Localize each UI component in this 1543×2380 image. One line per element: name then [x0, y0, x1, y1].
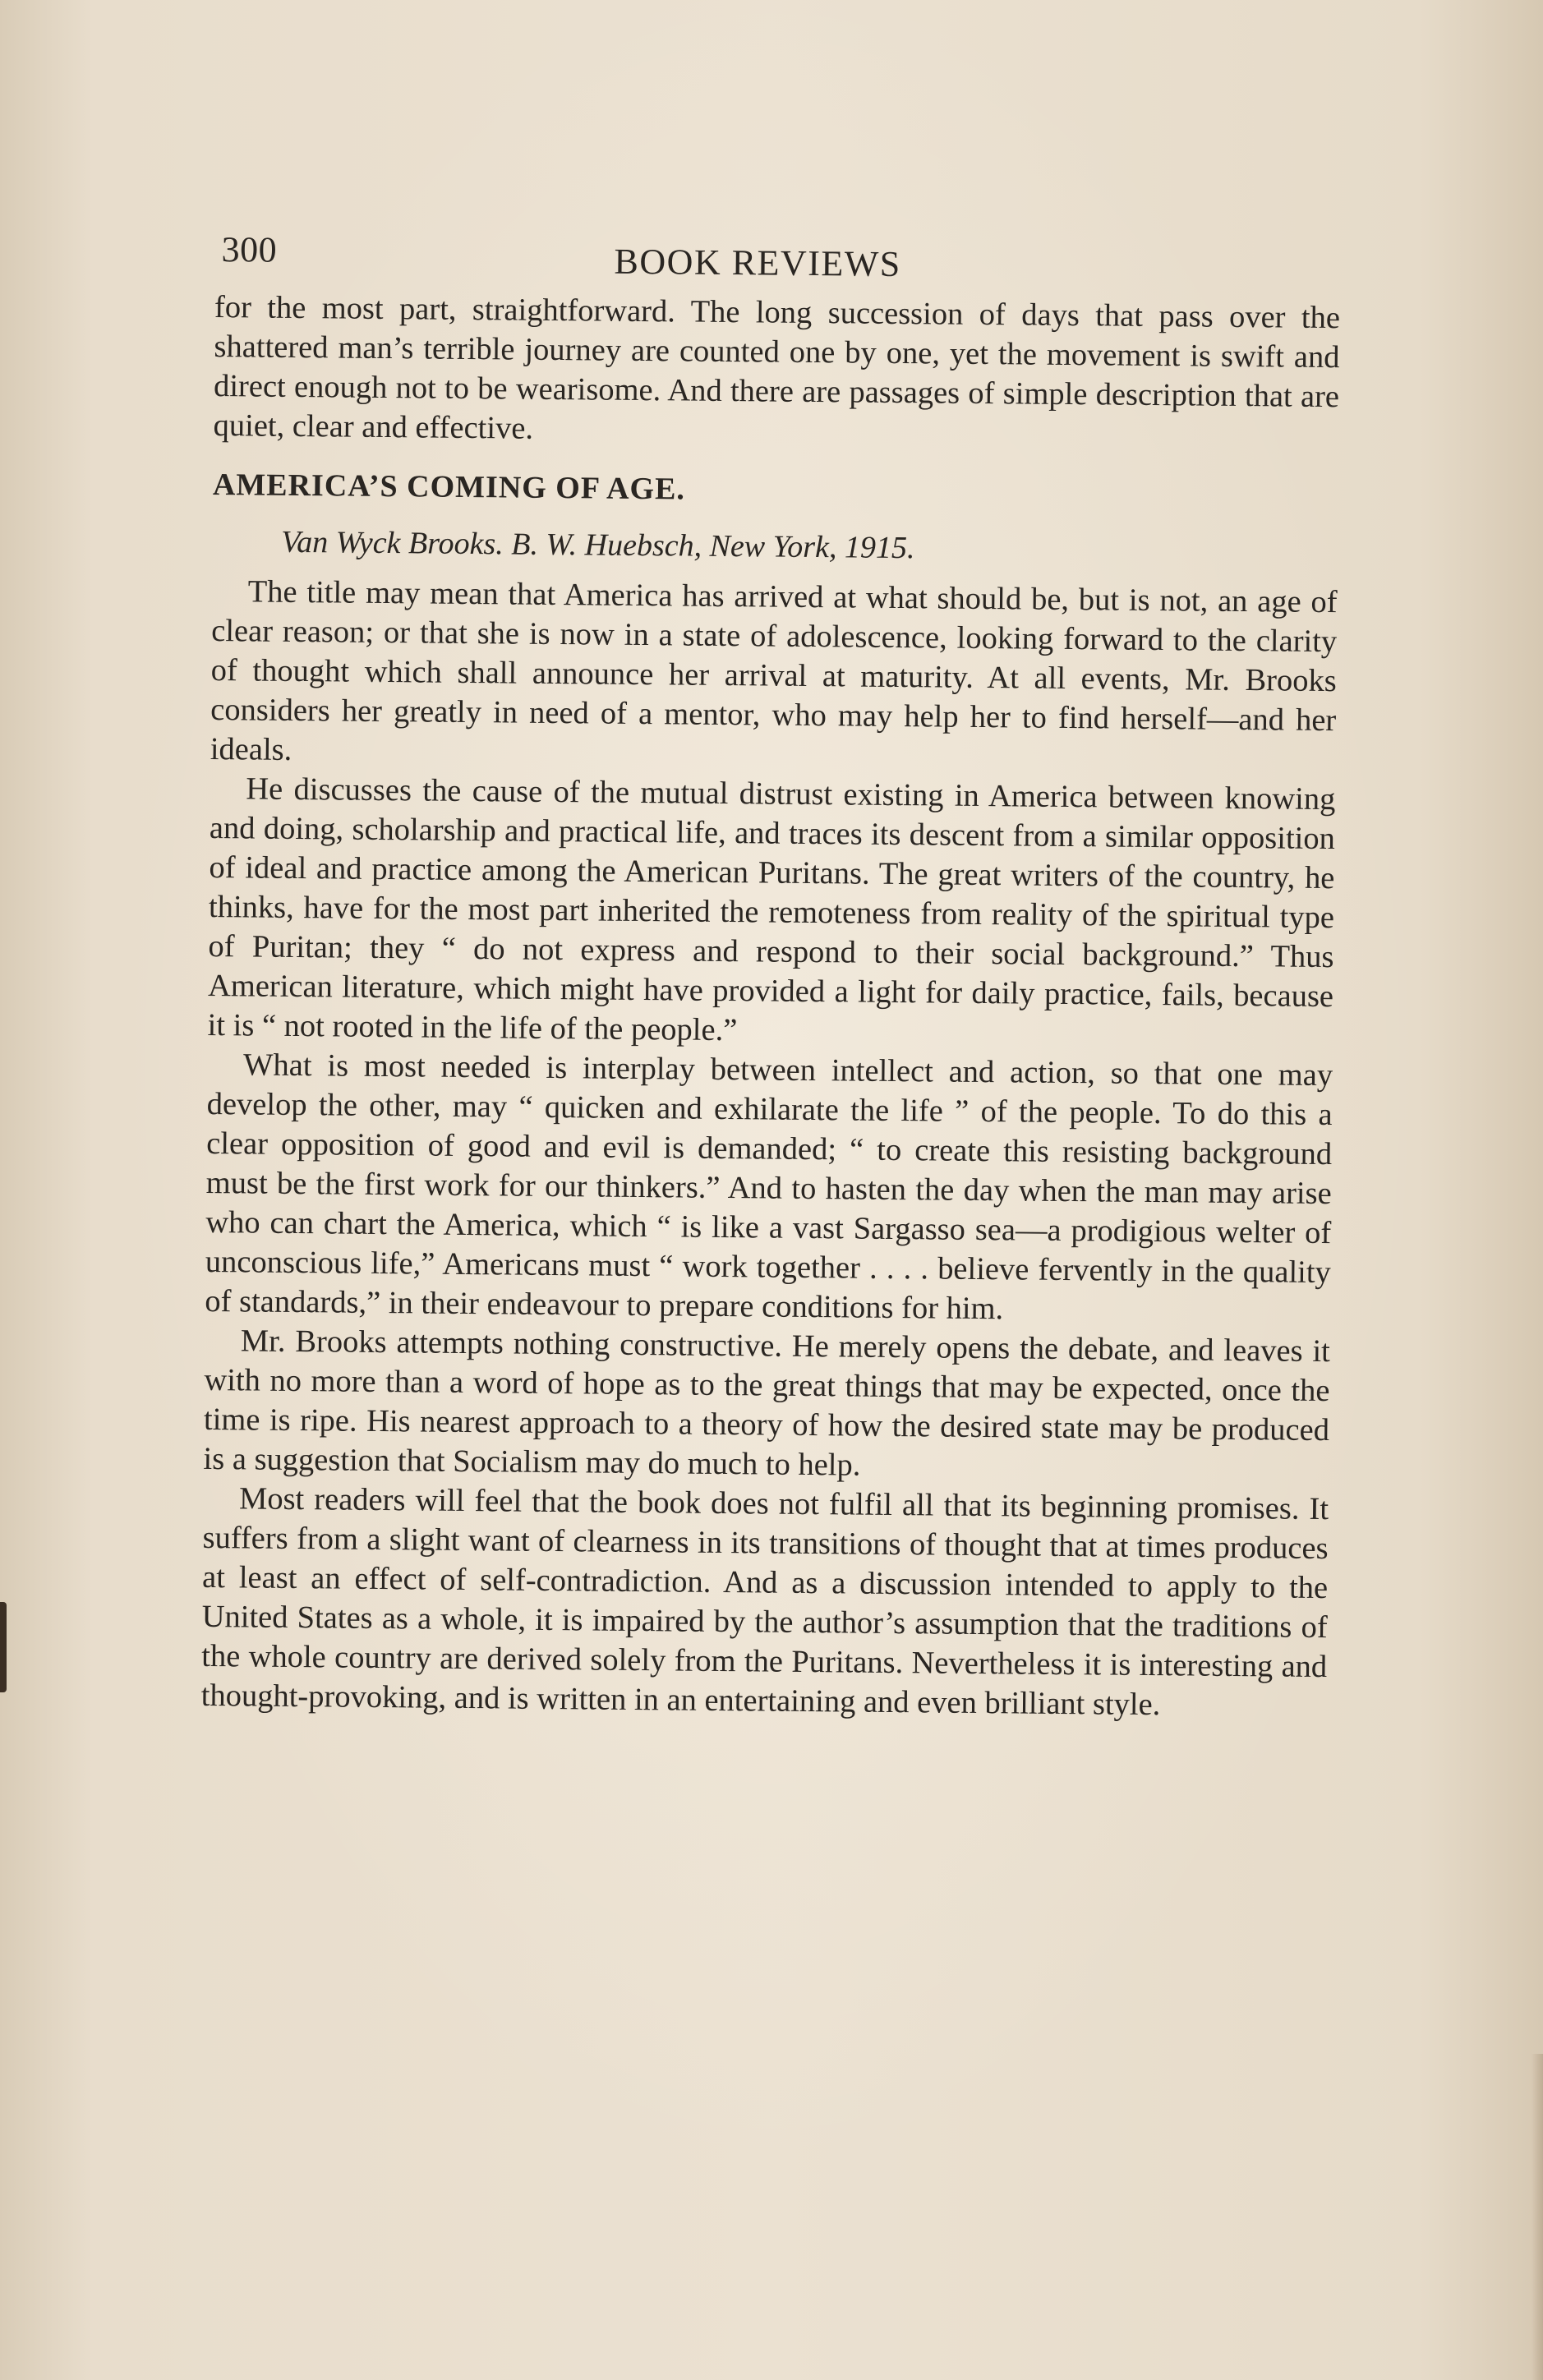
review-paragraph: He discusses the cause of the mutual distrust existing in America between knowing and doing, scholarship and practical life, and traces its descent from a similar opposition of ideal and practice among the American Puritans. The great writers of the country, he thinks, have for the most part inherited the remoteness from reality of the spiritual type of Puritan; they “ do not express and respond to their social background.” Thus American literature, which might have provided a light for daily practice, fails, because it is “ not rooted in the life of the people.” [207, 771, 1336, 1048]
review-title: AMERICA’S COMING OF AGE. [212, 467, 686, 507]
previous-review-closing-paragraph: for the most part, straightforward. The long succession of days that pass over the shattered man’s terrible journey are counted one by one, yet the movement is swift and direct enough not to be wearisome. And there are passages of simple description that are quiet, clear and effective. [213, 289, 1341, 446]
review-paragraph: The title may mean that America has arrived at what should be, but is not, an age of clear reason; or that she is now in a state of adolescence, looking forward to the clarity of thought which shall announce her arrival at maturity. At all events, Mr. Brooks considers her greatly in need of a mentor, who may help her to find herself—and her ideals. [210, 574, 1338, 767]
binding-shadow [0, 1602, 7, 1692]
review-paragraph: Most readers will feel that the book does not fulfil all that its beginning promises. It suffers from a slight want of clearness in its transitions of thought that at times produces at least an effect of self-contradiction. And as a discussion intended to apply to the United States as a whole, it is impaired by the author’s assumption that the traditions of the whole country are derived solely from the Puritans. Nevertheless it is interesting and thought-provoking, and is written in an entertaining and even brilliant style. [200, 1481, 1329, 1723]
running-head [214, 222, 1341, 298]
section-title: BOOK REVIEWS [614, 241, 901, 285]
review-source: Van Wyck Brooks. B. W. Huebsch, New York, 1915. [281, 524, 915, 566]
page-number: 300 [221, 229, 278, 270]
page-content [201, 222, 1341, 1726]
page-edge-shadow [1531, 2054, 1543, 2380]
review-paragraph: What is most needed is interplay between intellect and action, so that one may develop the other, may “ quicken and exhilarate the life ” of the people. To do this a clear opposition of good and evil is demanded; “ to create this resisting background must be the first work for our thinkers.” And to hasten the day when the man may arise who can chart the America, which “ is like a vast Sargasso sea—a prodigious welter of unconscious life,” Americans must “ work together . . . . believe fervently in the quality of standards,” in their endeavour to prepare conditions for him. [205, 1047, 1333, 1327]
review-paragraph: Mr. Brooks attempts nothing constructive. He merely opens the debate, and leaves it with no more than a word of hope as to the great things that may be expected, once the time is ripe. His nearest approach to a theory of how the desired state may be produced is a suggestion that Socialism may do much to help. [203, 1324, 1331, 1483]
